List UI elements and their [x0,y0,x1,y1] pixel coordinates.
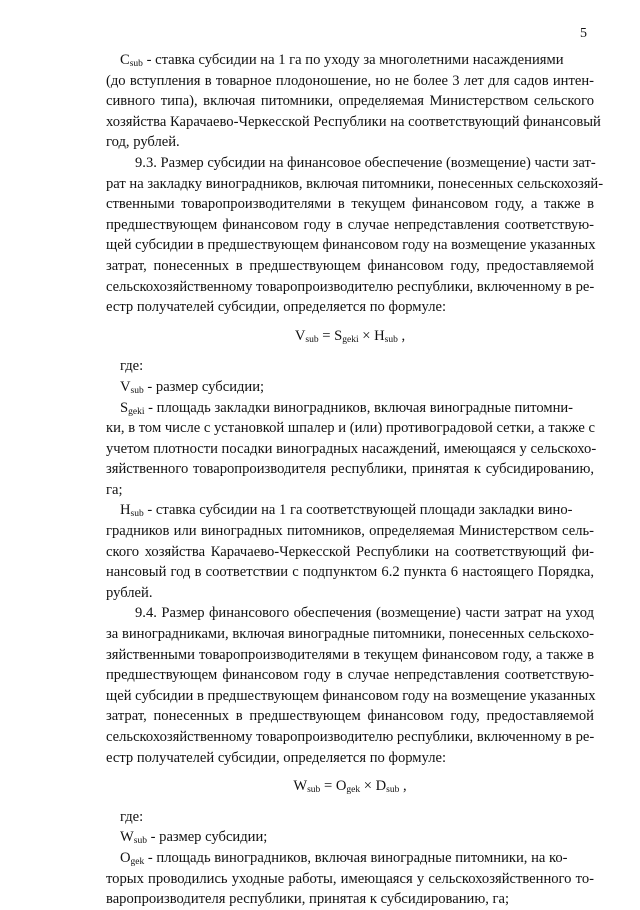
text-run: нансовый год в соответствии с подпунктом 6.2 пункта 6 настоящего Порядка, [106,564,594,581]
text-line [106,562,594,583]
subscript: geki [128,406,145,417]
text-run: (до вступления в товарное плодоношение, но не более 3 лет для садов интен- [106,72,594,89]
text-run: - ставка субсидии на 1 га соответствующей площади закладки вино- [143,502,573,519]
text-run: естр получателей субсидии, определяется по формуле: [106,299,447,316]
text-run: сельскохозяйственному товаропроизводителю республики, включенному в ре- [106,729,595,745]
text-line [106,277,594,298]
variable-symbol: W [293,778,308,795]
text-run: градников или виноградных питомников, определяемая Министерством сель- [106,523,594,540]
text-run: где: [120,808,144,825]
text-run: зяйственными товаропроизводителями в текущем финансовом году, а также в [106,646,594,663]
text-run: затрат, понесенных в предшествующем финансовом году, предоставляемой [106,708,594,725]
text-run: = O [320,778,347,795]
variable-symbol: V [120,378,131,395]
text-run: = S [318,327,343,344]
subscript: sub [129,59,143,69]
text-run: щей субсидии в предшествующем финансовом году на возмещение указанных [106,687,596,704]
text-line [106,542,594,563]
text-line [106,686,594,707]
subscript: gek [346,785,361,796]
text-line [106,153,594,174]
text-line [106,889,594,910]
subscript: gek [130,856,145,867]
formula-line [106,776,594,797]
subscript: sub [384,334,398,345]
text-line [106,439,597,460]
text-run: рат на закладку виноградников, включая питомники, понесенных сельскохозяй- [106,175,604,192]
text-run: учетом плотности посадки виноградных насаждений, имеющаяся у сельскохо- [106,440,597,457]
variable-symbol: W [120,829,134,846]
text-run: за виноградниками, включая виноградные питомники, понесенных сельскохо- [106,626,594,643]
variable-symbol: S [120,399,129,416]
text-run: - размер субсидии; [143,378,265,395]
text-line [106,50,594,71]
text-run: хозяйства Карачаево-Черкесской Республики на соответствующий финансовый [106,113,601,130]
text-line [106,194,594,215]
text-line [106,459,594,480]
document-body [106,50,604,910]
text-run: 9.3. Размер субсидии на финансовое обеспечение (возмещение) части зат- [135,154,596,171]
subscript: geki [342,334,359,345]
text-line [106,583,594,604]
text-line [106,603,594,624]
text-line [106,174,604,195]
text-line [106,112,601,133]
text-run: , [397,327,406,344]
variable-symbol: O [120,849,131,866]
variable-symbol: H [120,502,131,519]
text-run: зяйственного товаропроизводителя республики, принятая к субсидированию, [106,461,594,478]
text-run: затрат, понесенных в предшествующем финансовом году, предоставляемой [106,257,594,274]
subscript: sub [386,785,400,796]
text-line [106,827,594,848]
subscript: sub [130,509,144,520]
text-run: 9.4. Размер финансового обеспечения (возмещение) части затрат на уход [135,605,594,622]
text-run: - размер субсидии; [146,829,268,846]
text-run: , [399,778,407,795]
text-line [106,297,594,318]
text-line [106,480,594,501]
text-run: ки, в том числе с установкой шпалер и (или) противоградовой сетки, а также с [106,420,595,437]
text-line [106,418,594,439]
text-run: - площадь закладки виноградников, включая виноградные питомни- [144,399,574,416]
text-run: - площадь виноградников, включая виноградные питомники, на ко- [144,849,568,866]
text-run: × H [358,327,385,344]
text-line [106,256,594,277]
text-line [106,848,594,869]
text-run: сивного типа), включая питомники, определяемая Министерством сельского [106,93,594,110]
subscript: sub [305,334,319,345]
subscript: sub [130,385,144,396]
text-run: × D [360,778,387,795]
text-line [106,215,594,236]
text-run: ственными товаропроизводителями в текущем финансовом году, а также в [106,196,594,213]
text-line [106,748,594,769]
text-run: рублей. [106,584,153,601]
text-run: щей субсидии в предшествующем финансовом году на возмещение указанных [106,237,596,254]
text-line [106,869,594,890]
text-run: сельскохозяйственному товаропроизводителю республики, включенному в ре- [106,278,595,295]
text-run: га; [106,481,123,498]
text-run: предшествующем финансовом году в случае непредставления соответствую- [106,216,594,233]
variable-symbol: V [294,327,306,344]
text-line [106,727,594,748]
text-run: где: [120,358,144,375]
text-line [106,706,594,727]
text-run: предшествующем финансовом году в случае непредставления соответствую- [106,667,594,684]
variable-symbol: C [120,52,130,68]
text-line [106,500,594,521]
text-line [106,356,594,377]
text-line [106,624,594,645]
text-line [106,235,594,256]
text-line [106,807,594,828]
text-run: варопроизводителя республики, принятая к субсидированию, га; [106,891,510,908]
text-run: год, рублей. [106,134,180,151]
text-run: - ставка субсидии на 1 га по уходу за многолетними насаждениями [142,52,564,68]
text-line [106,132,594,153]
text-line [106,521,594,542]
text-line [106,377,594,398]
text-line [106,645,594,666]
text-run: естр получателей субсидии, определяется по формуле: [106,749,447,766]
text-line [106,665,594,686]
subscript: sub [133,836,147,847]
page-number: 5 [580,26,587,41]
text-line [106,398,594,419]
text-line [106,91,594,112]
subscript: sub [307,785,321,796]
text-run: ского хозяйства Карачаево-Черкесской Республики на соответствующий фи- [106,543,594,560]
text-line [106,71,594,92]
formula-line [106,326,594,347]
text-run: торых проводились уходные работы, имеющаяся у сельскохозяйственного то- [106,870,594,887]
